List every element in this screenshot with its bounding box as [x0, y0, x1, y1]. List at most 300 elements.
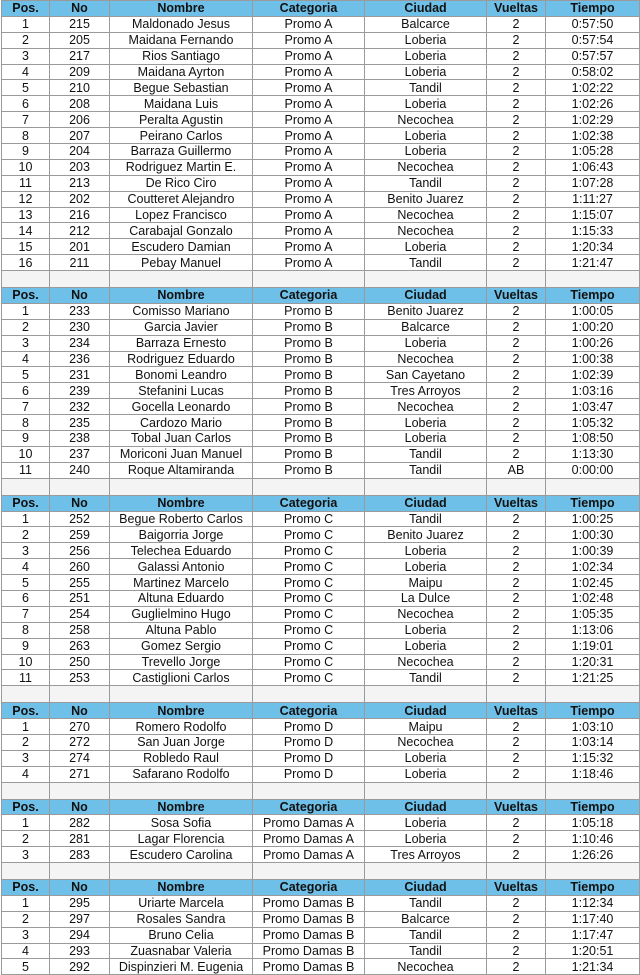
number-cell: 274: [50, 750, 110, 766]
city-cell: Necochea: [365, 654, 487, 670]
number-cell: 295: [50, 895, 110, 911]
name-cell: Cardozo Mario: [110, 415, 253, 431]
pos-cell: 2: [2, 734, 50, 750]
pos-cell: 7: [2, 112, 50, 128]
pos-cell: 13: [2, 207, 50, 223]
laps-cell: 2: [487, 943, 546, 959]
city-cell: Tandil: [365, 255, 487, 271]
time-cell: 1:21:25: [546, 670, 640, 686]
category-cell: Promo A: [253, 223, 365, 239]
number-cell: 207: [50, 128, 110, 144]
name-cell: Altuna Pablo: [110, 622, 253, 638]
name-cell: Maidana Luis: [110, 96, 253, 112]
city-cell: Loberia: [365, 32, 487, 48]
category-cell: Promo A: [253, 112, 365, 128]
city-cell: Tandil: [365, 175, 487, 191]
time-cell: 1:03:16: [546, 383, 640, 399]
number-cell: 240: [50, 462, 110, 478]
name-cell: Stefanini Lucas: [110, 383, 253, 399]
pos-cell: 8: [2, 622, 50, 638]
pos-cell: 6: [2, 383, 50, 399]
pos-cell: 10: [2, 654, 50, 670]
table-row: [2, 622, 640, 638]
time-cell: 1:12:34: [546, 895, 640, 911]
city-cell: Loberia: [365, 144, 487, 160]
category-cell: Promo A: [253, 96, 365, 112]
number-cell: 201: [50, 239, 110, 255]
table-row: [2, 175, 640, 191]
table-row: [2, 847, 640, 863]
city-cell: Necochea: [365, 734, 487, 750]
name-cell: Bonomi Leandro: [110, 367, 253, 383]
name-cell: Sosa Sofia: [110, 815, 253, 831]
spacer-cell: [487, 478, 546, 495]
number-cell: 206: [50, 112, 110, 128]
pos-cell: 7: [2, 606, 50, 622]
name-cell: Rodriguez Martin E.: [110, 159, 253, 175]
pos-cell: 14: [2, 223, 50, 239]
column-header-pos: Pos.: [2, 288, 50, 304]
pos-cell: 1: [2, 815, 50, 831]
pos-cell: 8: [2, 415, 50, 431]
number-cell: 234: [50, 335, 110, 351]
table-row: [2, 415, 640, 431]
table-row: [2, 335, 640, 351]
pos-cell: 4: [2, 559, 50, 575]
category-cell: Promo A: [253, 207, 365, 223]
city-cell: Loberia: [365, 64, 487, 80]
laps-cell: 2: [487, 351, 546, 367]
category-cell: Promo C: [253, 606, 365, 622]
spacer-row: [2, 271, 640, 288]
table-row: [2, 766, 640, 782]
city-cell: Maipu: [365, 719, 487, 735]
section-header-row: [2, 799, 640, 815]
laps-cell: 2: [487, 144, 546, 160]
column-header-nombre: Nombre: [110, 288, 253, 304]
spacer-cell: [546, 686, 640, 703]
number-cell: 217: [50, 48, 110, 64]
number-cell: 233: [50, 303, 110, 319]
category-cell: Promo Damas B: [253, 895, 365, 911]
city-cell: Balcarce: [365, 16, 487, 32]
pos-cell: 6: [2, 590, 50, 606]
city-cell: Benito Juarez: [365, 191, 487, 207]
laps-cell: 2: [487, 319, 546, 335]
name-cell: Rodriguez Eduardo: [110, 351, 253, 367]
laps-cell: 2: [487, 415, 546, 431]
category-cell: Promo Damas B: [253, 943, 365, 959]
column-header-tiempo: Tiempo: [546, 879, 640, 895]
number-cell: 202: [50, 191, 110, 207]
pos-cell: 1: [2, 719, 50, 735]
column-header-tiempo: Tiempo: [546, 703, 640, 719]
time-cell: 1:21:34: [546, 959, 640, 975]
laps-cell: 2: [487, 335, 546, 351]
category-cell: Promo B: [253, 351, 365, 367]
number-cell: 236: [50, 351, 110, 367]
spacer-cell: [50, 863, 110, 880]
spacer-cell: [487, 782, 546, 799]
category-cell: Promo Damas A: [253, 831, 365, 847]
section-header-row: [2, 495, 640, 511]
laps-cell: 2: [487, 831, 546, 847]
city-cell: Necochea: [365, 351, 487, 367]
number-cell: 282: [50, 815, 110, 831]
number-cell: 254: [50, 606, 110, 622]
name-cell: Tobal Juan Carlos: [110, 431, 253, 447]
number-cell: 252: [50, 511, 110, 527]
city-cell: Tandil: [365, 943, 487, 959]
category-cell: Promo Damas B: [253, 959, 365, 975]
spacer-cell: [2, 782, 50, 799]
column-header-no: No: [50, 495, 110, 511]
laps-cell: 2: [487, 927, 546, 943]
time-cell: 1:03:10: [546, 719, 640, 735]
pos-cell: 2: [2, 911, 50, 927]
table-row: [2, 815, 640, 831]
section-header-row: [2, 1, 640, 17]
pos-cell: 5: [2, 959, 50, 975]
category-cell: Promo B: [253, 462, 365, 478]
column-header-pos: Pos.: [2, 799, 50, 815]
time-cell: 0:57:57: [546, 48, 640, 64]
number-cell: 251: [50, 590, 110, 606]
table-row: [2, 511, 640, 527]
city-cell: Loberia: [365, 815, 487, 831]
city-cell: Necochea: [365, 112, 487, 128]
pos-cell: 4: [2, 64, 50, 80]
time-cell: 0:00:00: [546, 462, 640, 478]
table-row: [2, 638, 640, 654]
pos-cell: 11: [2, 462, 50, 478]
column-header-no: No: [50, 879, 110, 895]
name-cell: Garcia Javier: [110, 319, 253, 335]
category-cell: Promo B: [253, 431, 365, 447]
name-cell: Pebay Manuel: [110, 255, 253, 271]
laps-cell: 2: [487, 48, 546, 64]
number-cell: 294: [50, 927, 110, 943]
city-cell: Balcarce: [365, 319, 487, 335]
table-row: [2, 16, 640, 32]
laps-cell: 2: [487, 175, 546, 191]
column-header-categoria: Categoria: [253, 703, 365, 719]
column-header-vueltas: Vueltas: [487, 495, 546, 511]
name-cell: Guglielmino Hugo: [110, 606, 253, 622]
time-cell: 1:00:20: [546, 319, 640, 335]
laps-cell: 2: [487, 959, 546, 975]
pos-cell: 1: [2, 303, 50, 319]
city-cell: Benito Juarez: [365, 303, 487, 319]
city-cell: Loberia: [365, 335, 487, 351]
name-cell: Barraza Ernesto: [110, 335, 253, 351]
name-cell: Baigorria Jorge: [110, 527, 253, 543]
laps-cell: 2: [487, 622, 546, 638]
laps-cell: 2: [487, 719, 546, 735]
column-header-ciudad: Ciudad: [365, 495, 487, 511]
time-cell: 1:05:28: [546, 144, 640, 160]
table-row: [2, 590, 640, 606]
name-cell: Dispinzieri M. Eugenia: [110, 959, 253, 975]
time-cell: 1:02:45: [546, 575, 640, 591]
laps-cell: 2: [487, 255, 546, 271]
spacer-cell: [50, 478, 110, 495]
table-row: [2, 159, 640, 175]
table-row: [2, 367, 640, 383]
pos-cell: 9: [2, 638, 50, 654]
column-header-categoria: Categoria: [253, 1, 365, 17]
city-cell: Necochea: [365, 159, 487, 175]
number-cell: 210: [50, 80, 110, 96]
category-cell: Promo B: [253, 446, 365, 462]
category-cell: Promo A: [253, 239, 365, 255]
laps-cell: 2: [487, 112, 546, 128]
column-header-ciudad: Ciudad: [365, 799, 487, 815]
pos-cell: 12: [2, 191, 50, 207]
time-cell: 1:00:25: [546, 511, 640, 527]
city-cell: Necochea: [365, 399, 487, 415]
column-header-no: No: [50, 288, 110, 304]
spacer-cell: [2, 478, 50, 495]
spacer-cell: [365, 863, 487, 880]
name-cell: Lagar Florencia: [110, 831, 253, 847]
table-row: [2, 543, 640, 559]
time-cell: 1:03:14: [546, 734, 640, 750]
category-cell: Promo C: [253, 622, 365, 638]
spacer-cell: [546, 271, 640, 288]
city-cell: Tandil: [365, 462, 487, 478]
time-cell: 1:11:27: [546, 191, 640, 207]
laps-cell: 2: [487, 654, 546, 670]
table-row: [2, 750, 640, 766]
pos-cell: 11: [2, 175, 50, 191]
time-cell: 1:00:38: [546, 351, 640, 367]
column-header-no: No: [50, 703, 110, 719]
laps-cell: 2: [487, 431, 546, 447]
laps-cell: 2: [487, 207, 546, 223]
number-cell: 209: [50, 64, 110, 80]
pos-cell: 1: [2, 16, 50, 32]
section-header-row: [2, 288, 640, 304]
name-cell: Maidana Ayrton: [110, 64, 253, 80]
name-cell: Escudero Carolina: [110, 847, 253, 863]
laps-cell: 2: [487, 847, 546, 863]
time-cell: 1:05:18: [546, 815, 640, 831]
city-cell: Loberia: [365, 638, 487, 654]
category-cell: Promo Damas A: [253, 815, 365, 831]
table-row: [2, 48, 640, 64]
number-cell: 239: [50, 383, 110, 399]
category-cell: Promo C: [253, 527, 365, 543]
pos-cell: 2: [2, 527, 50, 543]
table-row: [2, 462, 640, 478]
category-cell: Promo Damas B: [253, 927, 365, 943]
name-cell: Altuna Eduardo: [110, 590, 253, 606]
pos-cell: 3: [2, 48, 50, 64]
city-cell: Loberia: [365, 831, 487, 847]
spacer-row: [2, 782, 640, 799]
table-row: [2, 223, 640, 239]
category-cell: Promo B: [253, 383, 365, 399]
spacer-cell: [110, 478, 253, 495]
pos-cell: 5: [2, 80, 50, 96]
laps-cell: 2: [487, 367, 546, 383]
table-row: [2, 128, 640, 144]
time-cell: 1:00:05: [546, 303, 640, 319]
column-header-ciudad: Ciudad: [365, 1, 487, 17]
number-cell: 270: [50, 719, 110, 735]
time-cell: 1:15:32: [546, 750, 640, 766]
name-cell: Gocella Leonardo: [110, 399, 253, 415]
table-row: [2, 606, 640, 622]
number-cell: 235: [50, 415, 110, 431]
column-header-tiempo: Tiempo: [546, 495, 640, 511]
number-cell: 260: [50, 559, 110, 575]
time-cell: 1:20:34: [546, 239, 640, 255]
column-header-pos: Pos.: [2, 703, 50, 719]
time-cell: 0:58:02: [546, 64, 640, 80]
laps-cell: 2: [487, 575, 546, 591]
name-cell: Romero Rodolfo: [110, 719, 253, 735]
category-cell: Promo C: [253, 590, 365, 606]
results-body: [2, 1, 640, 975]
city-cell: Maipu: [365, 575, 487, 591]
table-row: [2, 911, 640, 927]
number-cell: 215: [50, 16, 110, 32]
pos-cell: 2: [2, 32, 50, 48]
number-cell: 259: [50, 527, 110, 543]
name-cell: Moriconi Juan Manuel: [110, 446, 253, 462]
laps-cell: 2: [487, 895, 546, 911]
city-cell: Loberia: [365, 96, 487, 112]
column-header-categoria: Categoria: [253, 495, 365, 511]
category-cell: Promo A: [253, 48, 365, 64]
city-cell: Necochea: [365, 606, 487, 622]
laps-cell: 2: [487, 303, 546, 319]
category-cell: Promo B: [253, 303, 365, 319]
laps-cell: AB: [487, 462, 546, 478]
spacer-cell: [2, 686, 50, 703]
city-cell: Loberia: [365, 622, 487, 638]
table-row: [2, 431, 640, 447]
category-cell: Promo A: [253, 128, 365, 144]
number-cell: 281: [50, 831, 110, 847]
column-header-categoria: Categoria: [253, 288, 365, 304]
laps-cell: 2: [487, 606, 546, 622]
number-cell: 213: [50, 175, 110, 191]
time-cell: 1:03:47: [546, 399, 640, 415]
category-cell: Promo C: [253, 638, 365, 654]
number-cell: 263: [50, 638, 110, 654]
table-row: [2, 943, 640, 959]
table-row: [2, 32, 640, 48]
city-cell: Tandil: [365, 446, 487, 462]
column-header-categoria: Categoria: [253, 799, 365, 815]
time-cell: 1:02:22: [546, 80, 640, 96]
number-cell: 216: [50, 207, 110, 223]
laps-cell: 2: [487, 543, 546, 559]
name-cell: Peralta Agustin: [110, 112, 253, 128]
number-cell: 256: [50, 543, 110, 559]
pos-cell: 1: [2, 511, 50, 527]
pos-cell: 6: [2, 96, 50, 112]
laps-cell: 2: [487, 191, 546, 207]
spacer-cell: [253, 863, 365, 880]
spacer-cell: [110, 686, 253, 703]
laps-cell: 2: [487, 239, 546, 255]
spacer-cell: [2, 271, 50, 288]
table-row: [2, 559, 640, 575]
name-cell: Zuasnabar Valeria: [110, 943, 253, 959]
time-cell: 1:02:39: [546, 367, 640, 383]
column-header-vueltas: Vueltas: [487, 1, 546, 17]
laps-cell: 2: [487, 383, 546, 399]
spacer-cell: [365, 271, 487, 288]
name-cell: Comisso Mariano: [110, 303, 253, 319]
results-sheet: [1, 0, 639, 975]
city-cell: Tres Arroyos: [365, 383, 487, 399]
table-row: [2, 351, 640, 367]
column-header-nombre: Nombre: [110, 799, 253, 815]
city-cell: San Cayetano: [365, 367, 487, 383]
time-cell: 1:06:43: [546, 159, 640, 175]
time-cell: 1:17:47: [546, 927, 640, 943]
pos-cell: 3: [2, 750, 50, 766]
name-cell: Uriarte Marcela: [110, 895, 253, 911]
category-cell: Promo C: [253, 670, 365, 686]
name-cell: Trevello Jorge: [110, 654, 253, 670]
category-cell: Promo A: [253, 191, 365, 207]
time-cell: 1:08:50: [546, 431, 640, 447]
pos-cell: 2: [2, 319, 50, 335]
spacer-cell: [253, 686, 365, 703]
category-cell: Promo Damas A: [253, 847, 365, 863]
number-cell: 237: [50, 446, 110, 462]
laps-cell: 2: [487, 766, 546, 782]
column-header-vueltas: Vueltas: [487, 879, 546, 895]
time-cell: 1:20:51: [546, 943, 640, 959]
time-cell: 1:13:06: [546, 622, 640, 638]
table-row: [2, 927, 640, 943]
pos-cell: 4: [2, 351, 50, 367]
table-row: [2, 959, 640, 975]
column-header-nombre: Nombre: [110, 1, 253, 17]
number-cell: 283: [50, 847, 110, 863]
pos-cell: 10: [2, 159, 50, 175]
category-cell: Promo A: [253, 159, 365, 175]
laps-cell: 2: [487, 638, 546, 654]
laps-cell: 2: [487, 32, 546, 48]
spacer-cell: [253, 271, 365, 288]
column-header-pos: Pos.: [2, 1, 50, 17]
pos-cell: 11: [2, 670, 50, 686]
name-cell: Begue Sebastian: [110, 80, 253, 96]
column-header-tiempo: Tiempo: [546, 1, 640, 17]
laps-cell: 2: [487, 16, 546, 32]
table-row: [2, 670, 640, 686]
spacer-cell: [110, 271, 253, 288]
table-row: [2, 895, 640, 911]
table-row: [2, 719, 640, 735]
column-header-ciudad: Ciudad: [365, 703, 487, 719]
category-cell: Promo A: [253, 16, 365, 32]
time-cell: 1:02:38: [546, 128, 640, 144]
number-cell: 253: [50, 670, 110, 686]
category-cell: Promo C: [253, 654, 365, 670]
pos-cell: 4: [2, 766, 50, 782]
city-cell: Tres Arroyos: [365, 847, 487, 863]
number-cell: 258: [50, 622, 110, 638]
